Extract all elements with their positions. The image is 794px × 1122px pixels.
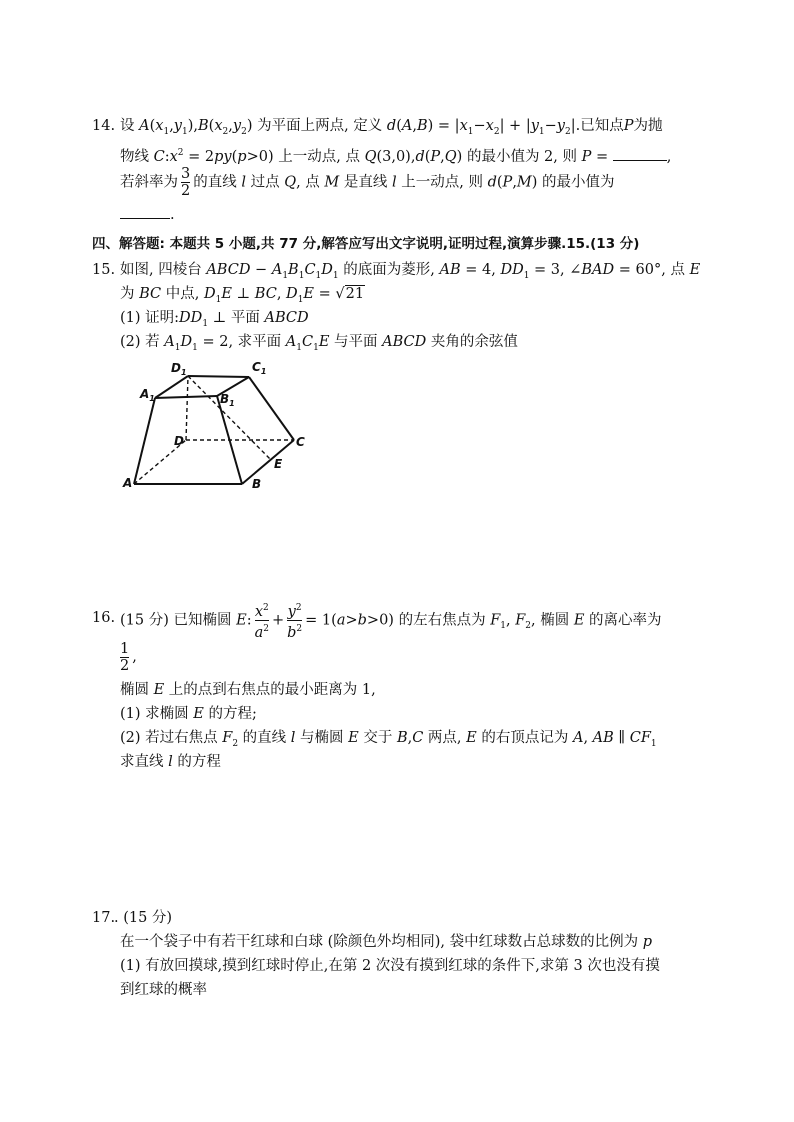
edge-D1C1	[188, 376, 249, 377]
q14-var: P	[623, 118, 634, 134]
label-E: E	[274, 457, 283, 471]
answer-blank	[120, 204, 170, 219]
q17-line-3: 到红球的概率	[120, 982, 207, 998]
q15-line-1: 如图, 四棱台 ABCD − $A_1B_1C_1D_1$ 的底面为菱形, AB = 4, $DD_1 = 3$, ∠BAD = 60°, 点 E	[120, 262, 701, 281]
q16-line-1: (15 分) 已知椭圆 E: $\frac{x^2}{a^2}$ + $\frac{y^2}{b^2}$ = 1(a>b>0) 的左右焦点为 $F_1$, $F_2$, 椭圆 E 的离心率为	[120, 600, 662, 643]
q14-text: =	[591, 148, 613, 165]
q15-part-2: (2) 若 $A_1D_1 = 2$, 求平面 $A_1C_1E$ 与平面 ABCD 夹角的余弦值	[120, 334, 518, 353]
fraction: $\frac{3}{2}$	[181, 166, 191, 199]
q14-text: ,	[666, 148, 672, 165]
label-D: D	[174, 434, 184, 448]
edge-CC1	[249, 377, 294, 440]
q14-text: 设	[120, 118, 140, 134]
q14-text: 上一动点, 点	[273, 148, 365, 165]
q16-part-2: (2) 若过右焦点 $F_2$ 的直线 l 与椭圆 E 交于 B,C 两点, E 的右顶点记为 A, AB ∥ $CF_1$	[120, 730, 657, 749]
label-C1: $C_1$	[252, 360, 267, 376]
q14-var: P	[581, 148, 592, 165]
q17-heading: . (15 分)	[114, 910, 173, 926]
q14-text: 的直线	[193, 174, 242, 191]
q17-part-1: (1) 有放回摸球,摸到红球时停止,在第 2 次没有摸到红球的条件下,求第 3 次也没有摸	[120, 958, 660, 974]
answer-blank	[613, 146, 667, 161]
fraction: $\frac{x^2}{a^2}$	[254, 603, 269, 641]
q14-line-4: .	[120, 204, 175, 225]
q14-text: 物线	[120, 148, 154, 165]
q14-text: 为平面上两点, 定义	[252, 118, 387, 134]
q14-text: .已知点	[575, 118, 624, 134]
label-A1: $A_1$	[140, 387, 155, 403]
q16-number: 16.	[92, 610, 116, 626]
q17-number: 17.	[92, 910, 116, 926]
fraction: $\frac{1}{2}$	[120, 640, 130, 674]
q15-line-2: 为 BC 中点, $D_1E$ ⊥ BC, $D_1E = √21$	[120, 286, 365, 305]
q14-line-1: 设 $A(x_1,y_1),B(x_2,y_2)$ 为平面上两点, 定义 $d(A,B) = |x_1-x_2| + |y_1-y_2|$.已知点P为抛	[120, 118, 663, 137]
q15-number: 15.	[92, 262, 116, 278]
label-D1: $D_1$	[171, 361, 187, 377]
label-B1: $B_1$	[220, 392, 235, 408]
frustum-diagram	[118, 356, 318, 496]
label-A: A	[123, 476, 133, 490]
q14-text: 为抛	[633, 118, 663, 134]
q17-line-1: 在一个袋子中有若干红球和白球 (除颜色外均相同), 袋中红球数占总球数的比例为 p	[120, 934, 653, 950]
edge-A1D1	[155, 376, 188, 398]
q16-line-2: $\frac{1}{2}$ ,	[120, 640, 137, 674]
q16-part-1: (1) 求椭圆 E 的方程;	[120, 706, 257, 722]
q14-number: 14.	[92, 118, 116, 134]
label-C: C	[296, 435, 305, 449]
edge-DD1	[186, 376, 188, 440]
q14-text: 的最小值为 2, 则	[462, 148, 582, 165]
q15-part-1: (1) 证明$:DD_1$ ⊥ 平面 ABCD	[120, 310, 309, 329]
q14-text: 若斜率为	[120, 174, 178, 191]
q16-line-3: 椭圆 E 上的点到右焦点的最小距离为 1,	[120, 682, 376, 698]
fraction: $\frac{y^2}{b^2}$	[287, 603, 303, 641]
label-B: B	[252, 477, 262, 491]
q16-line-6: 求直线 l 的方程	[120, 754, 221, 770]
edge-BC	[242, 440, 294, 484]
section-heading: 四、解答题: 本题共 5 小题,共 77 分,解答应写出文字说明,证明过程,演算步骤.15.(13 分)	[92, 236, 640, 252]
q14-line-2: 物线 $C:x^2 = 2py(p>0)$ 上一动点, 点 Q(3,0),d(P,Q) 的最小值为 2, 则 P = ,	[120, 143, 671, 167]
edge-AA1	[134, 398, 155, 484]
q14-line-3: 若斜率为 $\frac{3}{2}$ 的直线 l 过点 Q, 点 M 是直线 l 上一动点, 则 d(P,M) 的最小值为	[120, 166, 615, 199]
